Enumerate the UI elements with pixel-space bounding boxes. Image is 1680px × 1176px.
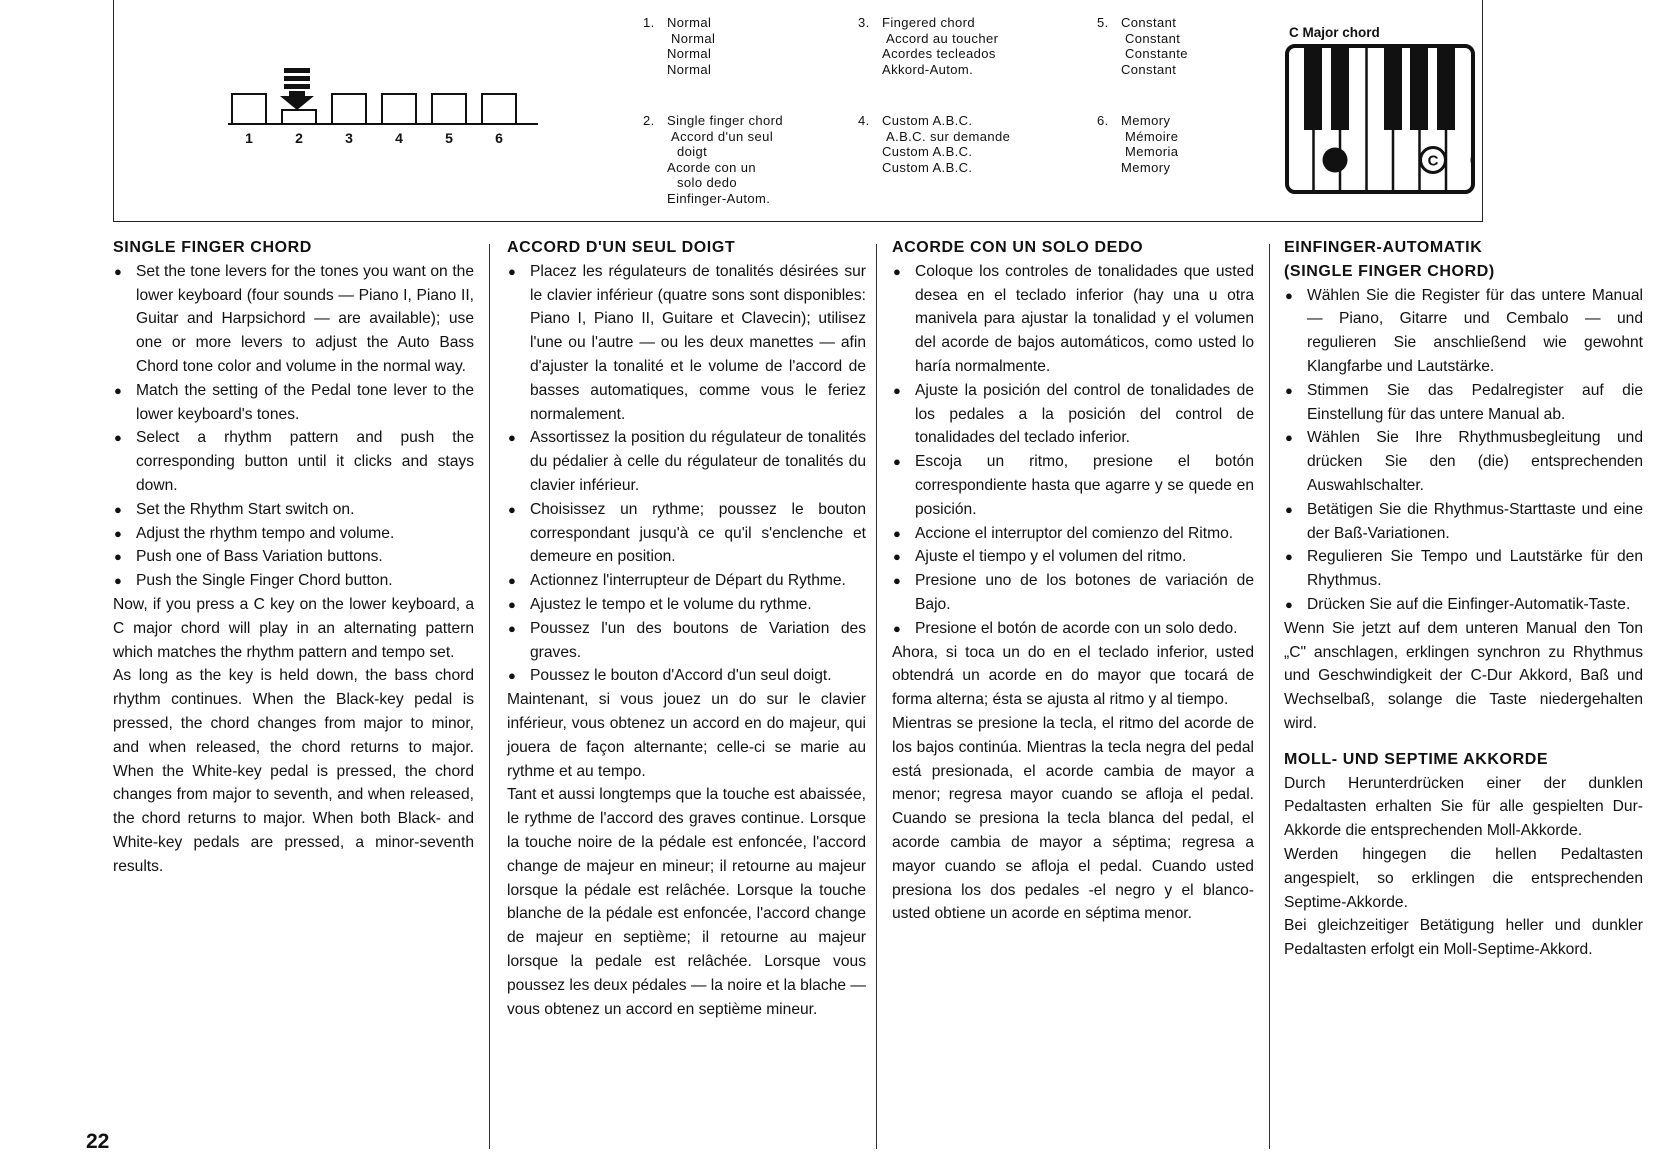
mode-label: Single finger chord [667,113,783,128]
mode-label: A.B.C. sur demande [886,128,1011,144]
list-item: ● Placez les régulateurs de tonalités désirées sur le clavier inférieur (quatre sons sont disponibles: Piano I, Piano II, Guitare et Clavecin); utilisez l'une ou l'autre — ou les deux manettes — afin d'ajuster la tonalité et le volume de l'accord de basses automatiques, comme vous le feriez normalement. [507,260,866,427]
mode-label: Normal [667,61,712,77]
selector-slot-1 [232,94,266,124]
selector-slot-2 [282,110,316,124]
list-item: ● Regulieren Sie Tempo und Lautstärke für den Rhythmus. [1284,545,1643,593]
mode-4 [858,113,1010,175]
mode-label: Accord d'un seul [671,128,774,144]
mode-label: solo dedo [677,175,737,190]
selector-slot-6 [482,94,516,124]
selector-slot-3 [332,94,366,124]
paragraph: Werden hingegen die hellen Pedaltasten angespielt, so erklingen die entsprechenden Septime-Akkorde. [1284,845,1643,911]
list-item: ● Accione el interruptor del comienzo del Ritmo. [892,522,1254,546]
mode-label: Acordes tecleados [882,46,996,61]
mode-label: Einfinger-Autom. [667,190,771,206]
paragraph: Now, if you press a C key on the lower keyboard, a C major chord will play in an alternating pattern which matches the rhythm pattern and tempo set. [113,595,474,661]
paragraph: As long as the key is held down, the bass chord rhythm continues. When the Black-key pedal is pressed, the chord changes from major to minor, and when released, the chord returns to major. When the White-key pedal is pressed, the chord changes from major to seventh, and when released, the chord returns to major. When both Black- and White-key pedals are pressed, a minor-seventh results. [113,667,474,875]
mode-3 [858,15,998,77]
mode-label: Constant [1121,15,1177,30]
list-item: ● Stimmen Sie das Pedalregister auf die Einstellung für das untere Manual ab. [1284,379,1643,427]
list-item: ● Adjust the rhythm tempo and volume. [113,522,474,546]
page-number: 22 [86,1130,110,1153]
mode-label: Memory [1121,113,1171,128]
list-item: ● Escoja un ritmo, presione el botón correspondiente hasta que agarre y se quede en posición. [892,450,1254,521]
list-item: ● Push one of Bass Variation buttons. [113,545,474,569]
selector-number: 3 [345,130,353,146]
mode-label: Accord au toucher [886,30,999,46]
mode-label: Fingered chord [882,15,976,30]
list-item: ● Assortissez la position du régulateur de tonalités du pédalier à celle du régulateur de tonalités du clavier inférieur. [507,426,866,497]
mode-label: Constant [1125,30,1181,46]
mode-label: Memory [1121,159,1171,175]
selector-slot-4 [382,94,416,124]
list-item: ● Drücken Sie auf die Einfinger-Automatik-Taste. [1284,593,1643,617]
selector-arrow-icon [280,68,314,110]
list-item: ● Poussez l'un des boutons de Variation des graves. [507,617,866,665]
column-spanish [892,236,1254,926]
list-item: ● Match the setting of the Pedal tone lever to the lower keyboard's tones. [113,379,474,427]
list-item: ● Presione uno de los botones de variación de Bajo. [892,569,1254,617]
mode-label: Custom A.B.C. [882,144,973,159]
instruction-list [113,260,474,593]
list-item: ● Poussez le bouton d'Accord d'un seul doigt. [507,664,866,688]
mode-number: 5. [1097,15,1109,30]
mode-number: 2. [643,113,655,128]
mode-1 [643,15,715,77]
mode-label: Memoria [1125,144,1179,159]
section-heading: ACCORD D'UN SEUL DOIGT [507,239,736,256]
column-divider [876,244,877,1149]
instruction-list [892,260,1254,641]
selector-number: 2 [295,130,303,146]
black-key [1437,48,1455,130]
list-item: ● Ajuste la posición del control de tonalidades de los pedales a la posición del control de tonalidades del teclado inferior. [892,379,1254,450]
mode-label: doigt [677,144,708,159]
column-divider [1269,244,1270,1149]
mode-label: Akkord-Autom. [882,61,974,77]
black-key [1304,48,1322,130]
instruction-list [507,260,866,688]
list-item: ● Wählen Sie Ihre Rhythmusbegleitung und drücken Sie den (die) entsprechenden Auswahlschalter. [1284,426,1643,497]
selector-number: 4 [395,130,403,146]
paragraph: Bei gleichzeitiger Betätigung heller und dunkler Pedaltasten erfolgt ein Moll-Septime-Akkord. [1284,917,1643,959]
mode-label: Custom A.B.C. [882,159,973,175]
mode-label: Constante [1125,46,1188,61]
list-item: ● Coloque los controles de tonalidades que usted desea en el teclado inferior (hay una u otra manivela para ajustar la tonalidad y el volumen del acorde de bajos automáticos, como usted lo haría normalmente. [892,260,1254,379]
list-item: ● Ajustez le tempo et le volume du rythme. [507,593,866,617]
black-key [1410,48,1428,130]
list-item: ● Push the Single Finger Chord button. [113,569,474,593]
chord-note-marker [1323,148,1348,173]
section-heading: MOLL- UND SEPTIME AKKORDE [1284,750,1549,768]
list-item: ● Wählen Sie die Register für das untere Manual — Piano, Gitarre und Cembalo — und regulieren Sie anschließend wie gewohnt Klangfarbe und Lautstärke. [1284,284,1643,379]
mode-number: 6. [1097,113,1109,128]
list-item: ● Choisissez un rythme; poussez le bouton correspondant jusqu'à ce qu'il s'enclenche et demeure en position. [507,498,866,569]
c-root-label: C [1427,152,1439,170]
mode-label: Constant [1121,61,1177,77]
black-key [1384,48,1402,130]
selector-number: 5 [445,130,453,146]
mode-number: 3. [858,15,870,30]
selector-number: 1 [245,130,253,146]
mode-label: Custom A.B.C. [882,113,973,128]
paragraph: Tant et aussi longtemps que la touche est abaissée, le rythme de l'accord des graves continue. Lorsque la touche noire de la pédale est enfoncée, l'accord change de majeur en mineur; il retourne au majeur lorsque la pédale est relâchée. Lorsque la touche blanche de la pédale est enfoncée, l'accord change de majeur en septième; il retourne au majeur lorsque la pedale est relâchée. Lorsque vous poussez les deux pédales — la noire et la blache — vous obtenez un accord en septième mineur. [507,786,866,1018]
mode-label: Normal [667,46,712,61]
list-item: ● Ajuste el tiempo y el volumen del ritmo. [892,545,1254,569]
paragraph: Durch Herunterdrücken einer der dunklen Pedaltasten erhalten Sie für alle gespielten Dur-Akkorde die entsprechenden Moll-Akkorde. [1284,774,1643,840]
list-item: ● Actionnez l'interrupteur de Départ du Rythme. [507,569,866,593]
c-major-chord-keyboard [1285,44,1475,196]
list-item: ● Select a rhythm pattern and push the corresponding button until it clicks and stays down. [113,426,474,497]
mode-2 [643,113,783,206]
column-divider [489,244,490,1149]
mode-number: 4. [858,113,870,128]
section-subheading: (SINGLE FINGER CHORD) [1284,262,1495,280]
paragraph: Ahora, si toca un do en el teclado inferior, usted obtendrá un acorde en do mayor que tocará de forma alterna; ésta se ajusta al ritmo y al tiempo. [892,643,1254,709]
mode-label: Normal [667,15,712,30]
mode-5 [1097,15,1188,77]
column-english [113,236,474,879]
paragraph: Maintenant, si vous jouez un do sur le clavier inférieur, vous obtenez un accord en do majeur, qui jouera de façon alternante; celle-ci se marie au rythme et au tempo. [507,691,866,780]
mode-label: Mémoire [1125,128,1179,144]
list-item: ● Set the Rhythm Start switch on. [113,498,474,522]
c-major-chord-title: C Major chord [1289,25,1380,40]
list-item: ● Presione el botón de acorde con un solo dedo. [892,617,1254,641]
section-heading: ACORDE CON UN SOLO DEDO [892,239,1144,256]
section-heading: SINGLE FINGER CHORD [113,239,312,256]
paragraph: Wenn Sie jetzt auf dem unteren Manual den Ton „C" anschlagen, erklingen synchron zu Rhythmus und Geschwindigkeit der C-Dur Akkord, Baß und Wechselbaß, solange die Taste niedergehalten wird. [1284,619,1643,732]
list-item: ● Set the tone levers for the tones you want on the lower keyboard (four sounds — Piano I, Piano II, Guitar and Harpsichord — are available); use one or more levers to adjust the Auto Bass Chord tone color and volume in the normal way. [113,260,474,379]
black-key [1331,48,1349,130]
list-item: ● Betätigen Sie die Rhythmus-Starttaste und eine der Baß-Variationen. [1284,498,1643,546]
mode-6 [1097,113,1178,175]
selector-slot-5 [432,94,466,124]
selector-number: 6 [495,130,503,146]
section-heading: EINFINGER-AUTOMATIK [1284,239,1483,256]
instruction-list [1284,284,1643,617]
mode-label: Acorde con un [667,159,757,175]
column-german [1284,236,1643,962]
selector-numbers [228,130,538,150]
paragraph: Mientras se presione la tecla, el ritmo del acorde de los bajos continúa. Mientras la tecla negra del pedal está presionada, el acorde cambia de mayor a menor; regresa mayor cuando se afloja el pedal. Cuando se presiona la tecla blanca del pedal, el acorde cambia de mayor a séptima; regresa a mayor cuando se afloja el pedal. Cuando usted presiona los dos pedales -el negro y el blanco- usted obtiene un acorde en séptima menor. [892,714,1254,923]
mode-label: Normal [671,30,716,46]
mode-number: 1. [643,15,655,30]
column-french [507,236,866,1021]
